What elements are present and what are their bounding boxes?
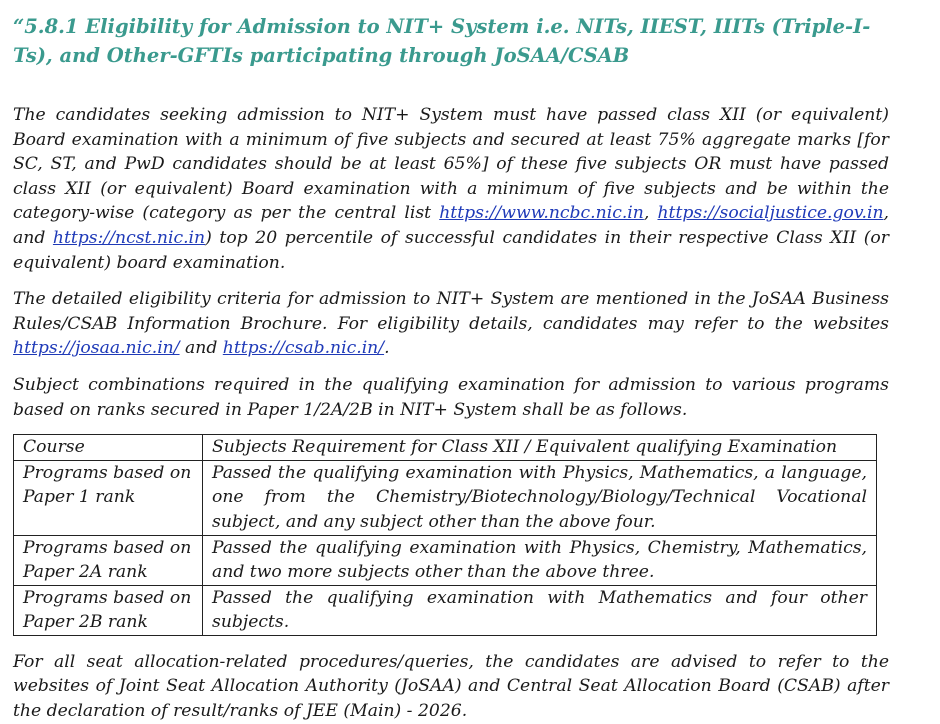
csab-link[interactable]: https://csab.nic.in/ [222, 338, 385, 359]
section-heading: “5.8.1 Eligibility for Admission to NIT+ System i.e. NITs, IIEST, IIITs (Triple-I-Ts), and Other-GFTIs participating through JoSAA/CSAB [13, 15, 871, 67]
ncbc-link[interactable]: https://www.ncbc.nic.in [439, 203, 644, 224]
course-cell: Programs based on Paper 2A rank [14, 535, 203, 585]
header-course: Course [14, 435, 203, 461]
subject-combinations-paragraph: Subject combinations required in the qualifying examination for admission to various programs based on ranks secured in Paper 1/2A/2B in NIT+ System shall be as follows. [13, 374, 889, 420]
header-subjects: Subjects Requirement for Class XII / Equivalent qualifying Examination [203, 435, 877, 461]
table-header-row [14, 435, 877, 461]
requirement-cell: Passed the qualifying examination with Mathematics and four other subjects. [203, 585, 877, 635]
requirement-cell: Passed the qualifying examination with Physics, Chemistry, Mathematics, and two more subjects other than the above three. [203, 535, 877, 585]
paragraph-text: The candidates seeking admission to NIT+ System must have passed class XII (or equivalent) Board examination with a minimum of five subjects and secured at least 75% aggregate marks [for SC, ST, and PwD candidates should be at least 65%] of these five subjects OR must have passed class XII (or equivalent) Board examination with a minimum of five subjects and be within the category-wise (category as per the central list [13, 105, 889, 224]
table-row [14, 460, 877, 535]
ncst-link[interactable]: https://ncst.nic.in [52, 227, 206, 248]
table-row [14, 585, 877, 635]
criteria-paragraph [13, 287, 889, 361]
seat-allocation-paragraph: For all seat allocation-related procedures/queries, the candidates are advised to refer to the websites of Joint Seat Allocation Authority (JoSAA) and Central Seat Allocation Board (CSAB) after the declaration of result/ranks of JEE (Main) - 2026. [13, 651, 889, 722]
josaa-link[interactable]: https://josaa.nic.in/ [13, 338, 180, 359]
paragraph-text: . [384, 338, 390, 359]
course-cell: Programs based on Paper 1 rank [14, 460, 203, 535]
separator-text: , [643, 203, 658, 224]
course-cell: Programs based on Paper 2B rank [14, 585, 203, 635]
socialjustice-link[interactable]: https://socialjustice.gov.in [657, 203, 884, 224]
separator-text: and [179, 338, 223, 359]
subjects-table [13, 434, 877, 636]
eligibility-paragraph [13, 103, 889, 275]
paragraph-text: The detailed eligibility criteria for admission to NIT+ System are mentioned in the JoSAA Business Rules/CSAB Information Brochure. For eligibility details, candidates may refer to the websites [13, 289, 889, 334]
separator-text: , and [13, 203, 889, 248]
requirement-cell: Passed the qualifying examination with Physics, Mathematics, a language, one from the Chemistry/Biotechnology/Biology/Technical Vocational subject, and any subject other than the above four. [203, 460, 877, 535]
table-row [14, 535, 877, 585]
paragraph-text: ) top 20 percentile of successful candidates in their respective Class XII (or equivalent) board examination. [13, 227, 889, 273]
document-page [13, 12, 889, 724]
